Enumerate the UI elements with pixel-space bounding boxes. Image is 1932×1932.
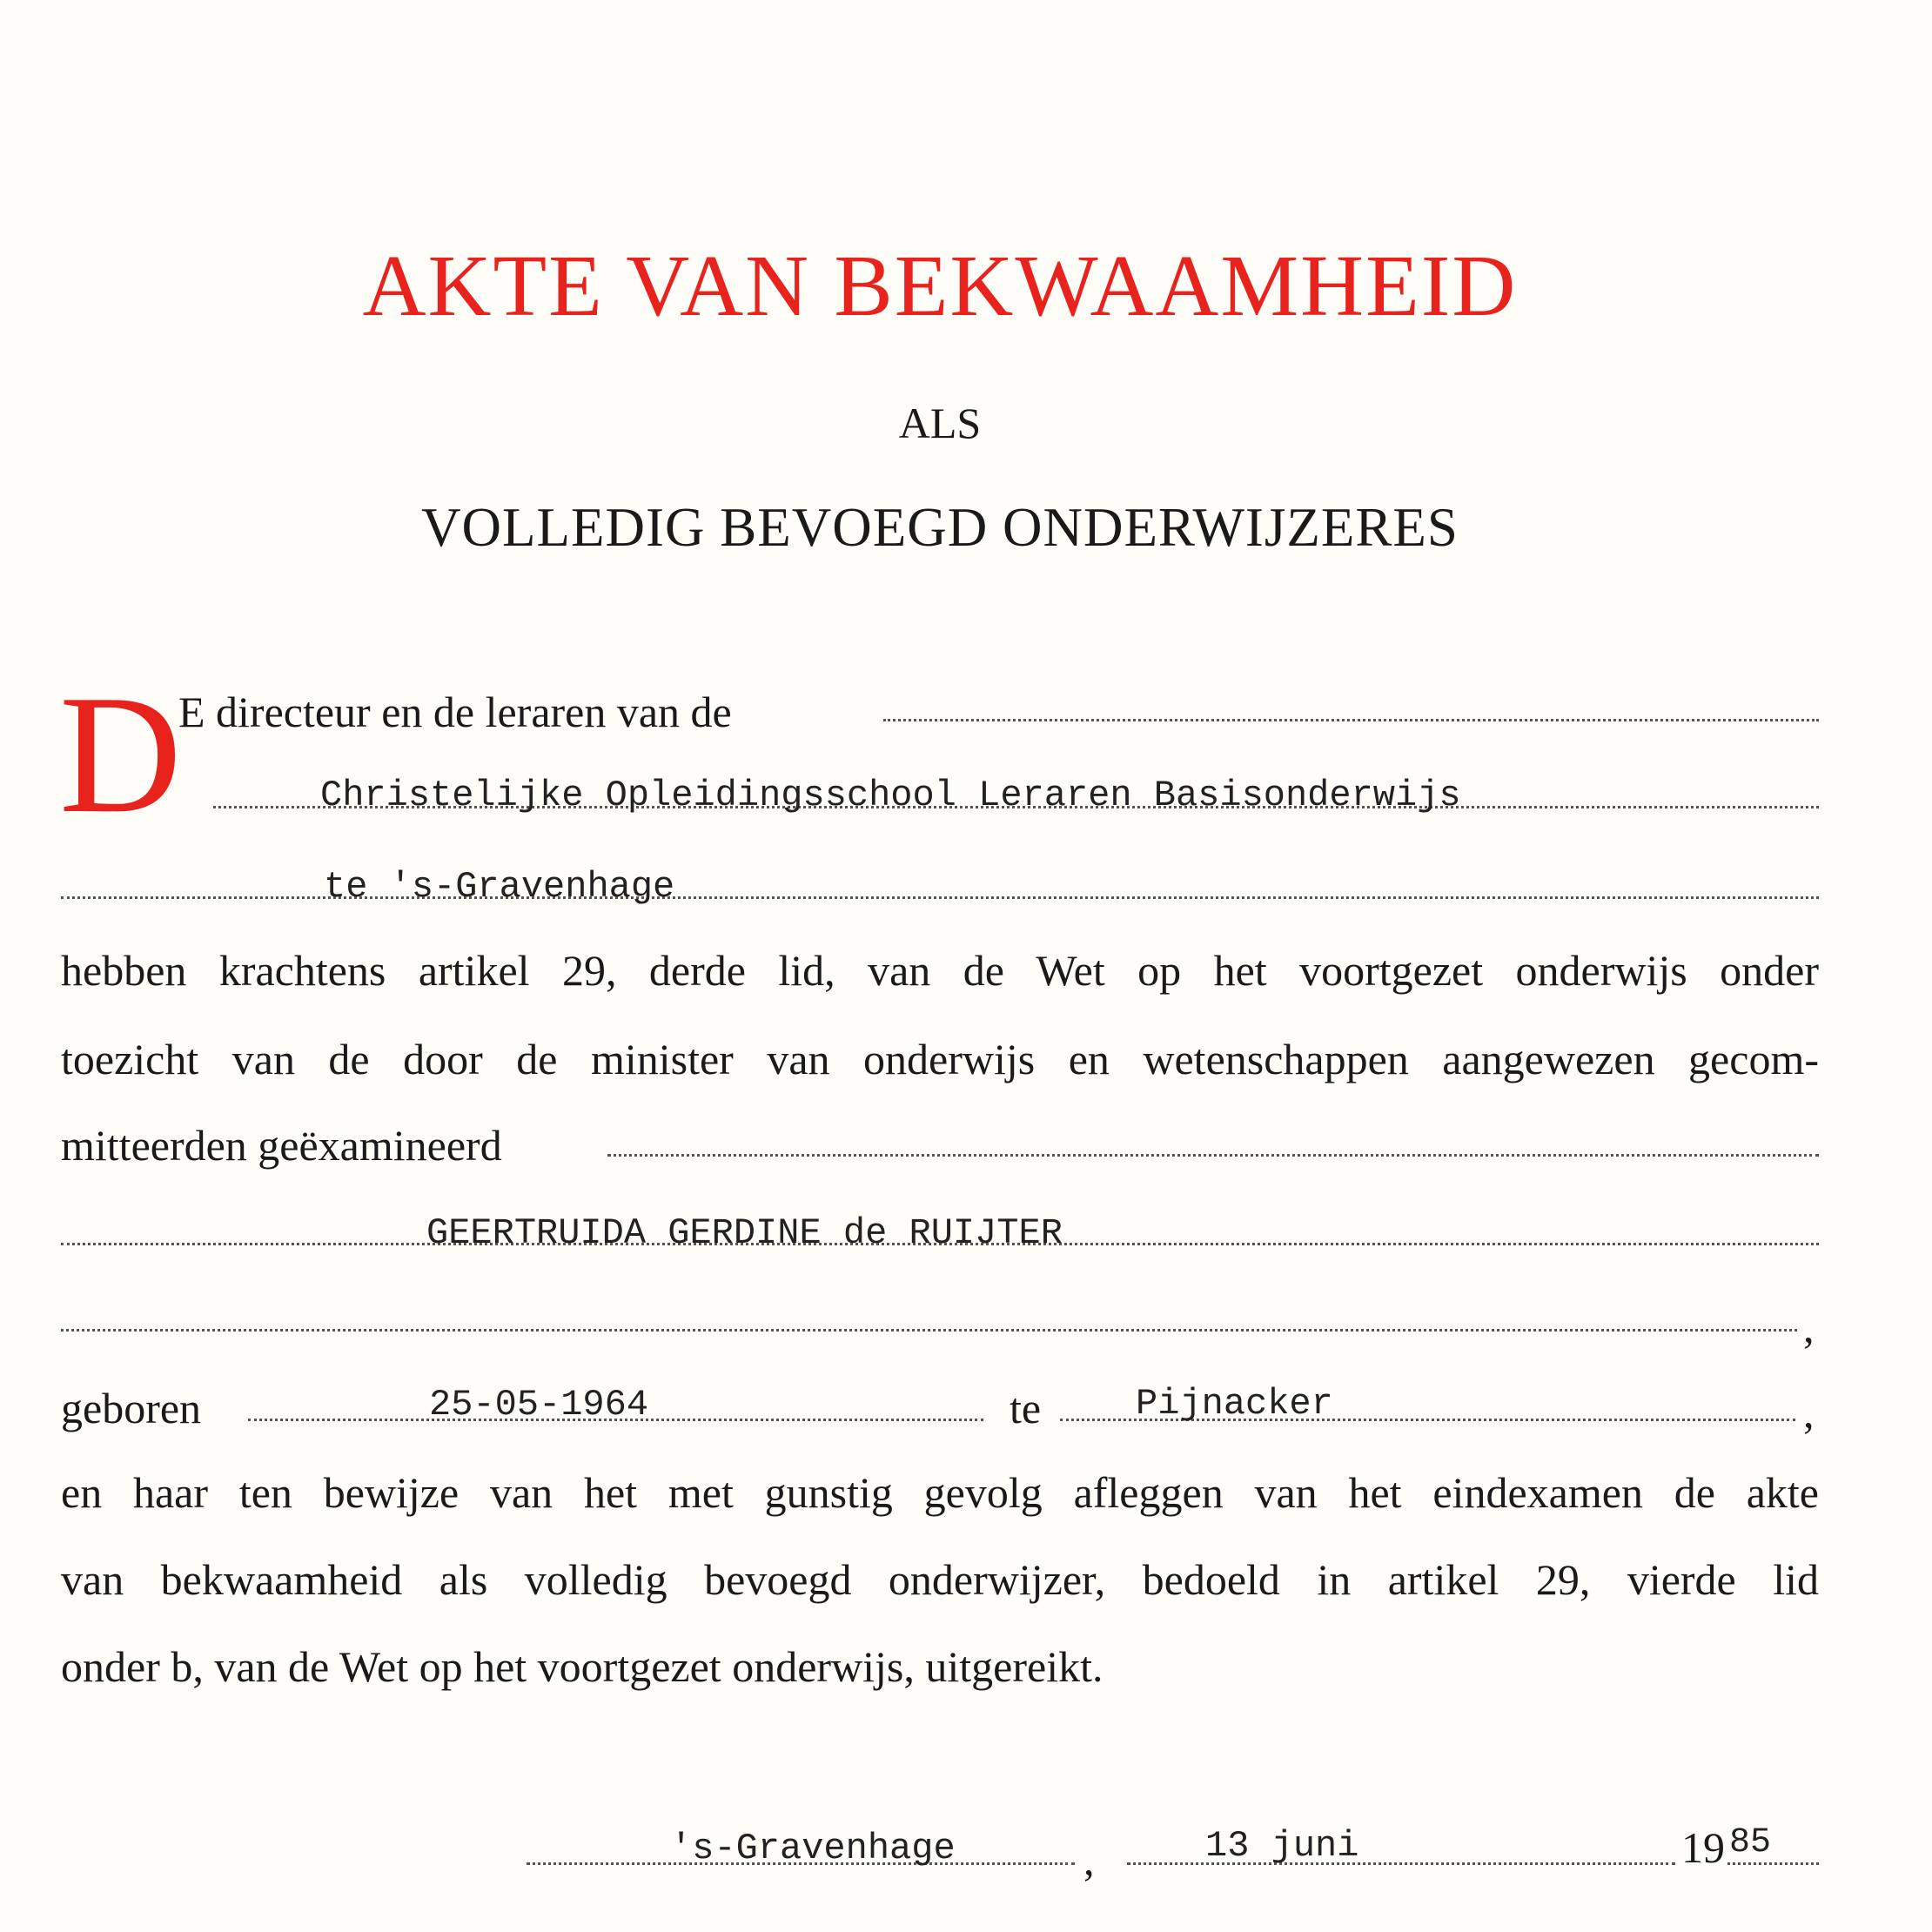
paragraph1-line1: hebben krachtens artikel 29, derde lid, van de Wet op het voortgezet onderwijs onder	[61, 946, 1819, 995]
paragraph2-line2: van bekwaamheid als volledig bevoegd onderwijzer, bedoeld in artikel 29, vierde lid	[61, 1555, 1819, 1604]
birth-date: 25-05-1964	[429, 1384, 649, 1426]
als-label: ALS	[898, 399, 982, 447]
birth-place: Pijnacker	[1136, 1383, 1333, 1425]
intro-dotted-line	[883, 719, 1819, 721]
year-dotted-line	[1727, 1862, 1819, 1865]
school-name: Christelijke Opleidingsschool Leraren Basisonderwijs	[320, 775, 1461, 816]
paragraph1-line3: mitteerden geëxamineerd	[61, 1121, 502, 1170]
signing-place: 's-Gravenhage	[670, 1828, 956, 1869]
blank-line-comma: ,	[1803, 1303, 1815, 1352]
intro-text: E directeur en de leraren van de	[178, 688, 732, 736]
candidate-name: GEERTRUIDA GERDINE de RUIJTER	[426, 1212, 1063, 1254]
born-line-comma: ,	[1803, 1388, 1815, 1437]
place-comma: ,	[1083, 1835, 1095, 1884]
year-suffix: 85	[1729, 1823, 1772, 1862]
paragraph1-line2: toezicht van de door de minister van onderwijs en wetenschappen aangewezen gecom-	[61, 1035, 1819, 1083]
document-subtitle: VOLLEDIG BEVOEGD ONDERWIJZERES	[421, 497, 1459, 558]
document-title: AKTE VAN BEKWAAMHEID	[362, 237, 1518, 334]
paragraph2-line1: en haar ten bewijze van het met gunstig gevolg afleggen van het eindexamen de akte	[61, 1468, 1819, 1517]
birthplace-label: te	[1010, 1384, 1042, 1432]
blank-dotted-line	[61, 1329, 1797, 1332]
drop-cap: D	[59, 661, 182, 849]
examined-dotted-line	[607, 1154, 1819, 1157]
year-prefix: 19	[1681, 1823, 1725, 1872]
born-label: geboren	[61, 1384, 202, 1432]
paragraph2-line3: onder b, van de Wet op het voortgezet onderwijs, uitgereikt.	[61, 1642, 1104, 1691]
signing-date: 13 juni	[1205, 1825, 1359, 1867]
school-city: te 's-Gravenhage	[324, 866, 675, 908]
